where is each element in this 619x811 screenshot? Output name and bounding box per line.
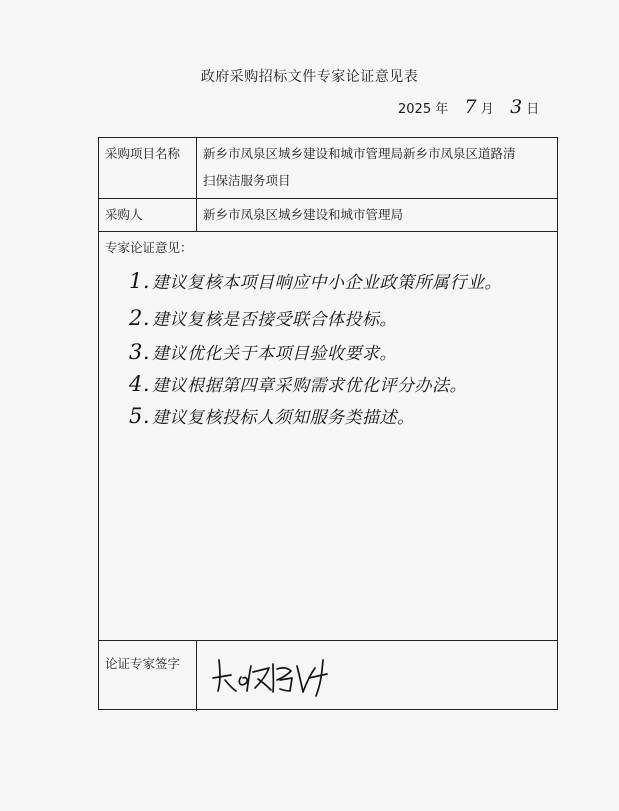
opinion-number: 3. <box>129 340 151 364</box>
form-title: 政府采购招标文件专家论证意见表 <box>200 69 419 85</box>
date-year: 2025 <box>398 102 432 117</box>
opinion-number: 2. <box>129 306 151 330</box>
project-name-line1: 新乡市凤泉区城乡建设和城市管理局新乡市凤泉区道路清 <box>203 146 516 161</box>
date-month-unit: 月 <box>480 102 494 117</box>
opinion-text: 建议复核投标人须知服务类描述。 <box>152 408 415 428</box>
opinion-text: 建议根据第四章采购需求优化评分办法。 <box>152 376 468 396</box>
opinion-item-2 <box>129 305 397 330</box>
purchaser-value: 新乡市凤泉区城乡建设和城市管理局 <box>203 207 404 222</box>
project-name-line2: 扫保洁服务项目 <box>203 173 291 188</box>
purchaser-label: 采购人 <box>105 207 143 222</box>
opinion-item-4 <box>129 371 467 396</box>
opinion-text: 建议优化关于本项目验收要求。 <box>152 344 398 364</box>
opinion-number: 4. <box>129 372 151 396</box>
opinion-item-1 <box>129 268 502 293</box>
opinion-form-table <box>98 137 558 710</box>
opinion-number: 1. <box>129 269 151 293</box>
row-divider <box>99 640 557 641</box>
opinion-text: 建议复核本项目响应中小企业政策所属行业。 <box>152 273 503 293</box>
expert-signature <box>211 650 341 698</box>
date-day: 3 <box>510 96 523 118</box>
date-day-unit: 日 <box>526 102 540 117</box>
project-name-label: 采购项目名称 <box>105 146 181 161</box>
date-line <box>398 96 539 118</box>
row-divider <box>99 231 557 232</box>
opinion-number: 5. <box>129 404 151 428</box>
opinion-text: 建议复核是否接受联合体投标。 <box>152 310 398 330</box>
column-divider <box>196 138 197 231</box>
row-divider <box>99 198 557 199</box>
date-month: 7 <box>464 96 477 118</box>
opinion-item-5 <box>129 403 415 428</box>
date-year-unit: 年 <box>435 102 449 117</box>
opinion-item-3 <box>129 339 397 364</box>
opinion-label: 专家论证意见： <box>105 240 193 255</box>
signature-label: 论证专家签字 <box>105 656 181 671</box>
column-divider <box>196 640 197 711</box>
